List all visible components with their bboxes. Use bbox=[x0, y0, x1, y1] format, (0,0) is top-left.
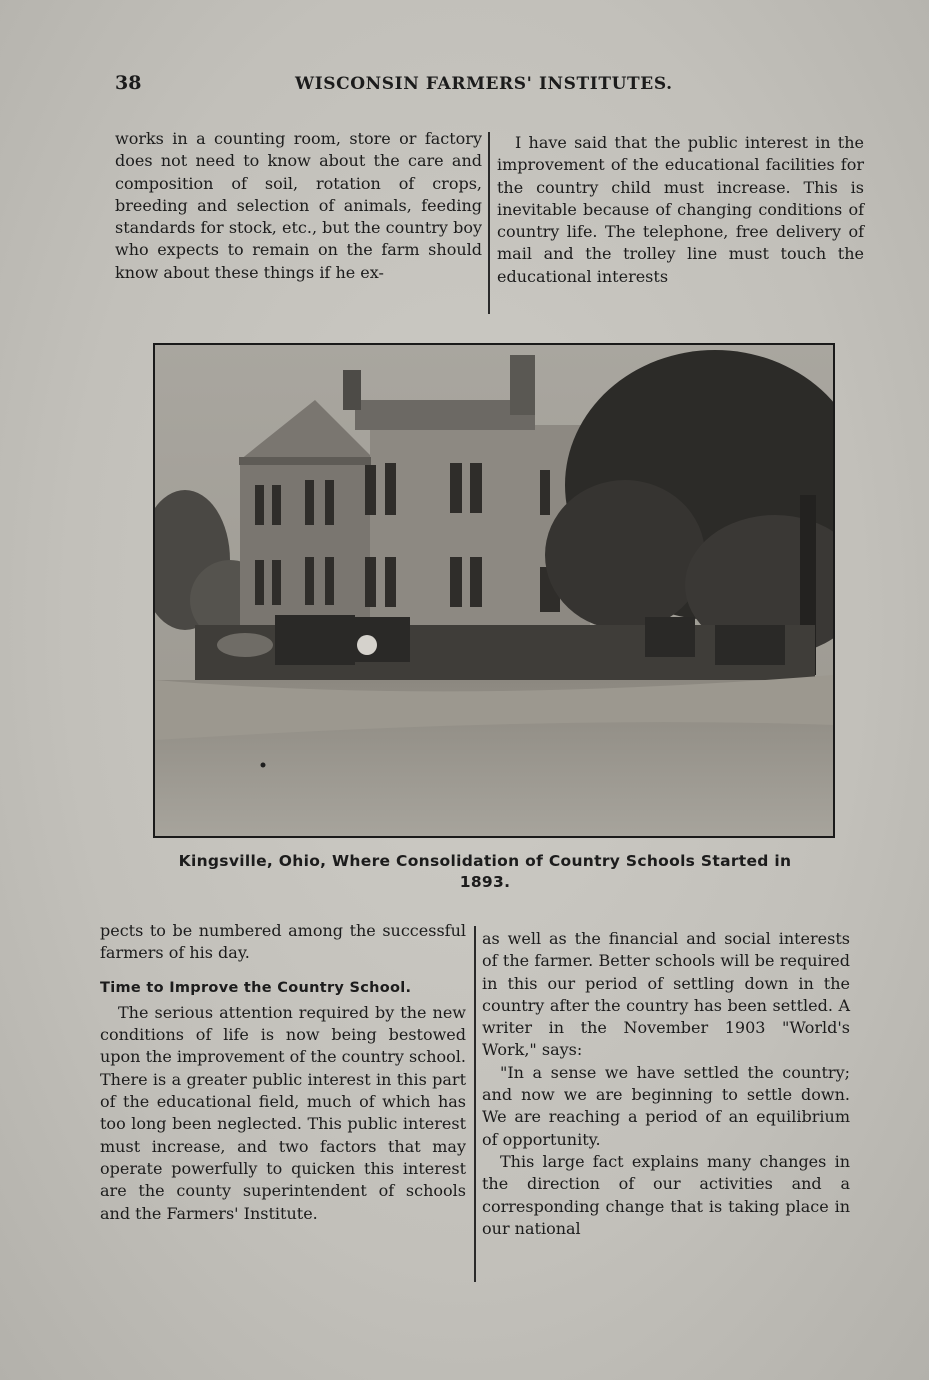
right-paragraph-1: as well as the financial and social interests of the farmer. Better schools will be required in this our period of settling down in the country after the country has been settled. A writer in the November 1903 "World's Work," says: bbox=[482, 929, 850, 1060]
photo-illustration bbox=[155, 345, 833, 836]
page-header bbox=[115, 72, 805, 100]
caption-line-2: 1893. bbox=[459, 873, 511, 891]
top-right-paragraph: I have said that the public interest in the improvement of the educational facilities for the country child must increase. This is inevitable because of changing conditions of country life. The telephone, free delivery of mail and the trolley line must touch the educational interests bbox=[497, 133, 864, 286]
bottom-left-column bbox=[100, 920, 466, 1225]
continuation-paragraph: pects to be numbered among the successful farmers of his day. bbox=[100, 921, 466, 963]
column-divider-top bbox=[488, 132, 490, 314]
running-title: WISCONSIN FARMERS' INSTITUTES. bbox=[295, 74, 673, 94]
quote-paragraph: "In a sense we have settled the country; and now we are beginning to settle down. We are reaching a period of an equilibrium of opportunity. bbox=[482, 1062, 850, 1149]
page-number: 38 bbox=[115, 72, 142, 94]
column-divider-bottom bbox=[474, 926, 476, 1282]
bottom-right-column bbox=[482, 928, 850, 1240]
section-paragraph: The serious attention required by the new conditions of life is now being bestowed upon the improvement of the country school. There is a greater public interest in this part of the educational field, much of which has too long been neglected. This public interest must increase, and two factors that may operate powerfully to quicken this interest are the county superintendent of schools and the Farmers' Institute. bbox=[100, 1002, 466, 1223]
top-right-column bbox=[497, 132, 864, 288]
figure-caption bbox=[140, 851, 830, 893]
section-subheading: Time to Improve the Country School. bbox=[100, 979, 412, 996]
top-left-column bbox=[115, 128, 482, 284]
top-left-paragraph: works in a counting room, store or factory does not need to know about the care and composition of soil, rotation of crops, breeding and selection of animals, feeding standards for stock, etc., but the country boy who expects to remain on the farm should know about these things if he ex- bbox=[115, 129, 482, 282]
schoolhouse-photograph bbox=[153, 343, 835, 838]
right-paragraph-2: This large fact explains many changes in the direction of our activities and a corresponding change that is taking place in our national bbox=[482, 1151, 850, 1238]
caption-line-1: Kingsville, Ohio, Where Consolidation of Country Schools Started in bbox=[178, 852, 792, 870]
